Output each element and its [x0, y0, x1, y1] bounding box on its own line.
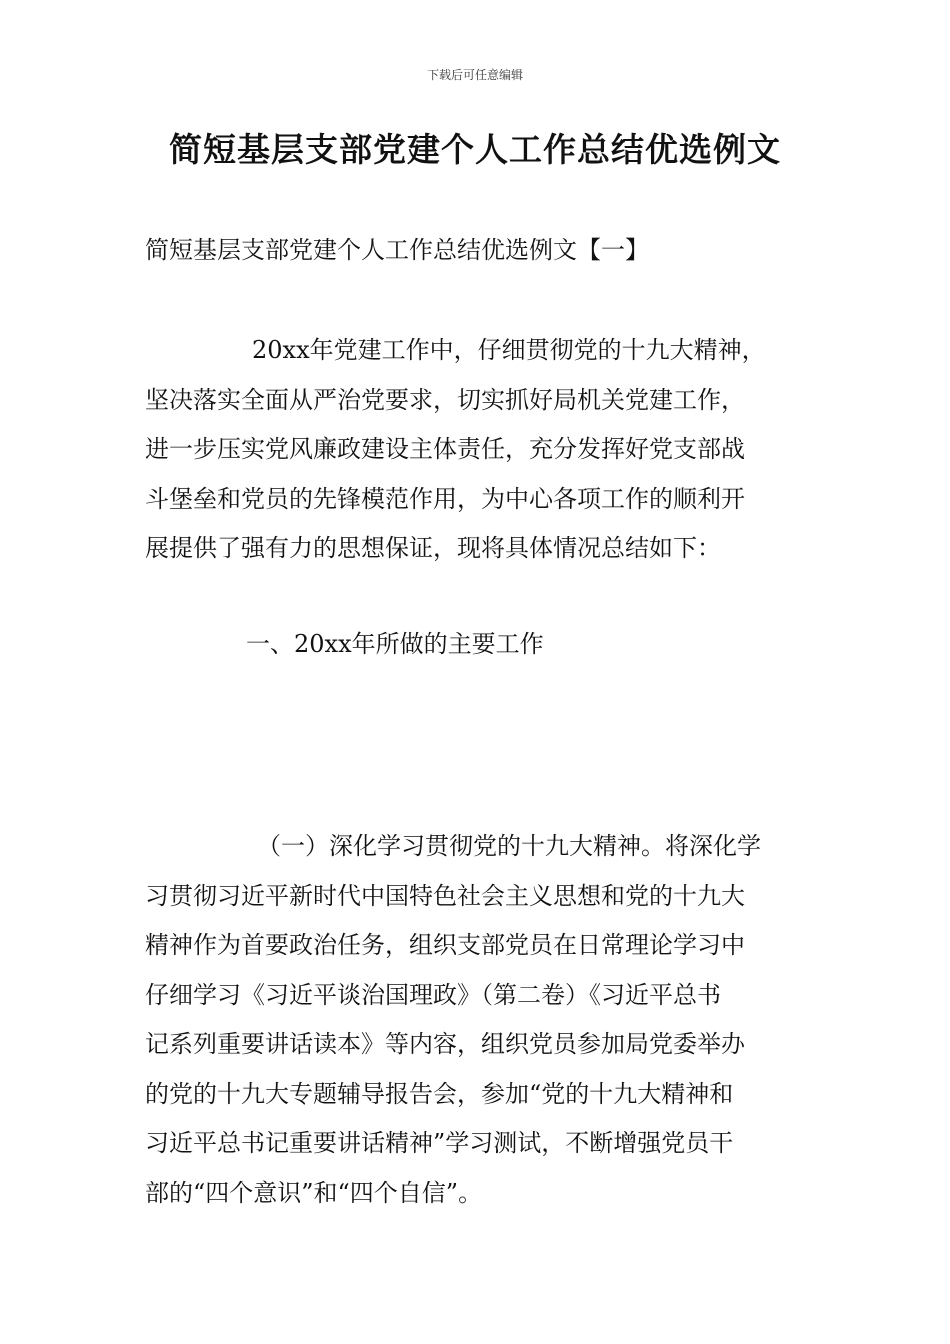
paragraph-line: 斗堡垒和党员的先锋模范作用，为中心各项工作的顺利开: [145, 484, 745, 513]
paragraph-line: 精神作为首要政治任务，组织支部党员在日常理论学习中: [145, 931, 745, 959]
paragraph-line: 记系列重要讲话读本》等内容，组织党员参加局党委举办: [145, 1030, 745, 1058]
paragraph-line: 20xx年党建工作中，仔细贯彻党的十九大精神，: [252, 336, 766, 364]
paragraph-line: 习近平总书记重要讲话精神”学习测试，不断增强党员干: [145, 1129, 734, 1157]
paragraph-line: （一）深化学习贯彻党的十九大精神。将深化学: [257, 832, 761, 860]
section-heading: 一、20xx年所做的主要工作: [246, 630, 544, 658]
paragraph-line: 习贯彻习近平新时代中国特色社会主义思想和党的十九大: [145, 881, 745, 910]
header-note: 下载后可任意编辑: [426, 68, 523, 82]
paragraph-line: 坚决落实全面从严治党要求，切实抓好局机关党建工作，: [145, 385, 745, 414]
paragraph-line: 展提供了强有力的思想保证，现将具体情况总结如下：: [145, 534, 721, 562]
paragraph-line: 的党的十九大专题辅导报告会，参加“党的十九大精神和: [145, 1079, 734, 1108]
paragraph-line: 仔细学习《习近平谈治国理政》（第二卷）《习近平总书: [145, 980, 721, 1009]
paragraph-intro: [145, 326, 810, 574]
paragraph-line: 部的“四个意识”和“四个自信”。: [145, 1178, 483, 1207]
document-title: 简短基层支部党建个人工作总结优选例文: [169, 130, 781, 169]
paragraph-study: [145, 822, 810, 1218]
section-subtitle: 简短基层支部党建个人工作总结优选例文【一】: [145, 236, 649, 264]
paragraph-line: 进一步压实党风廉政建设主体责任，充分发挥好党支部战: [145, 435, 745, 463]
